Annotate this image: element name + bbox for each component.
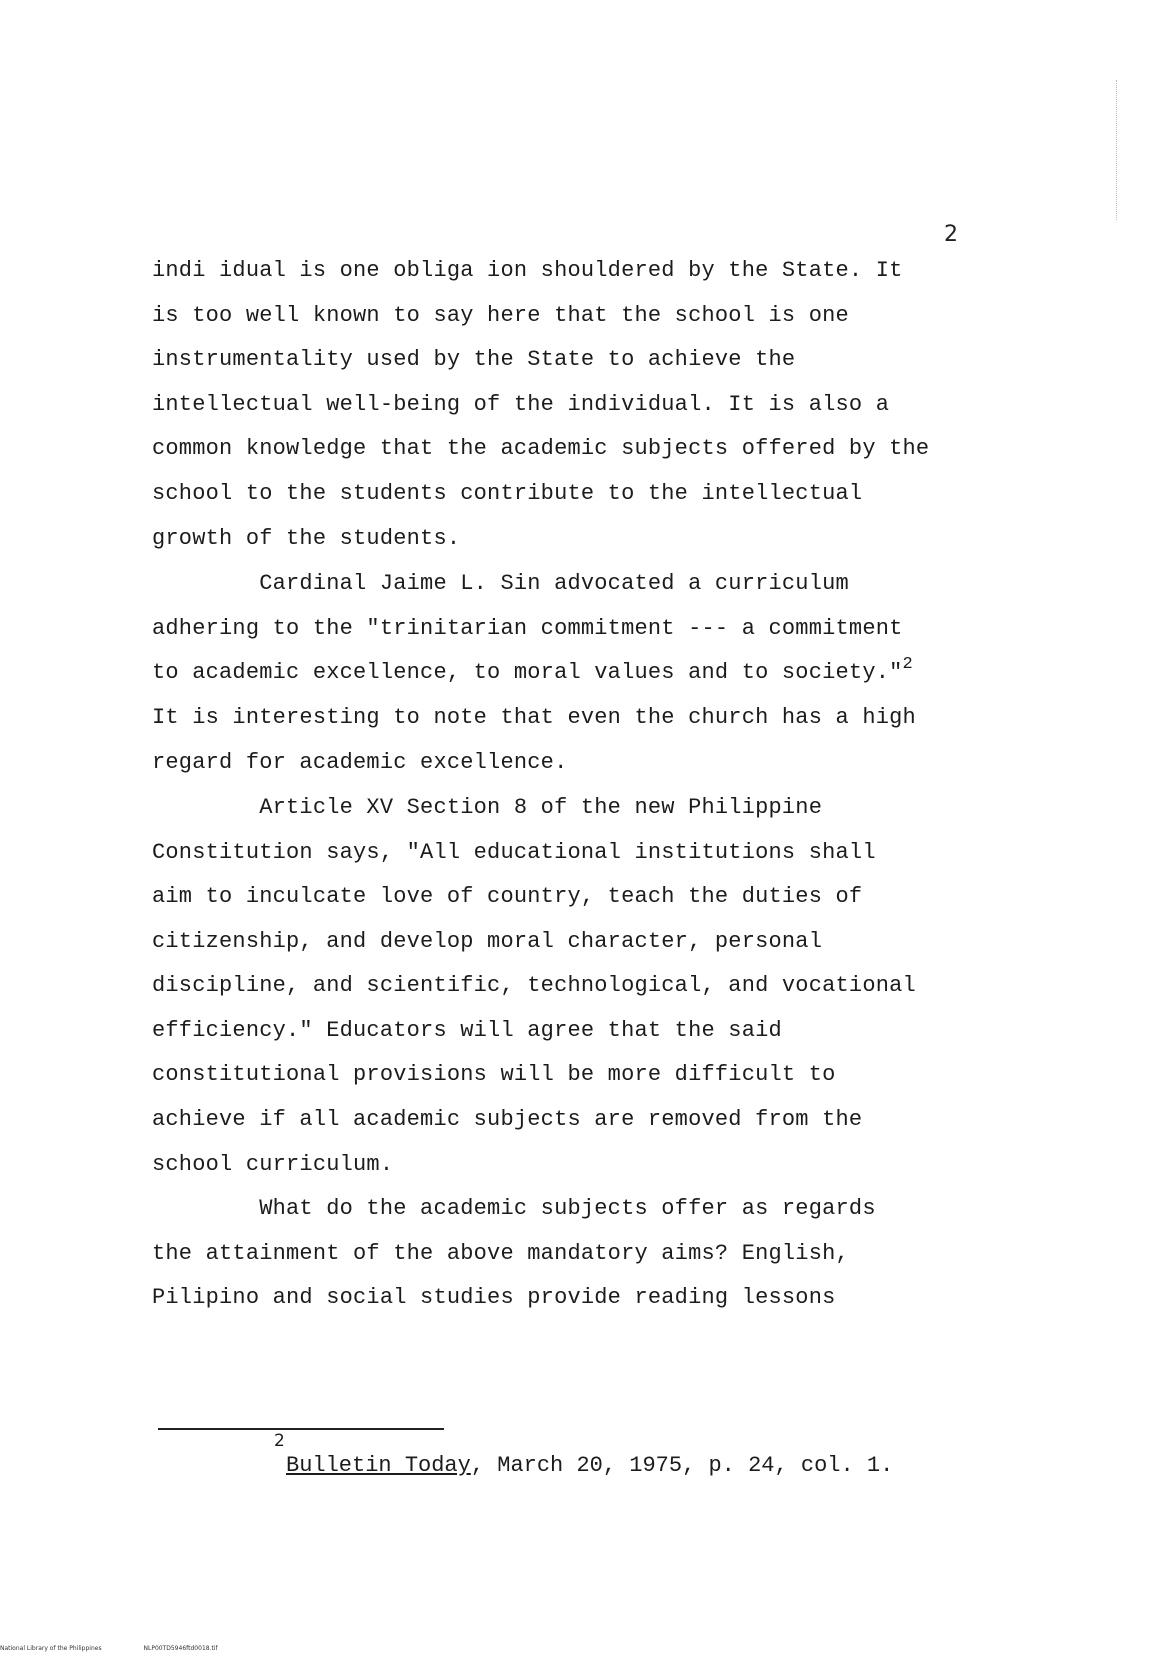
footnote-divider <box>158 1428 444 1430</box>
archive-filename: NLP00TD5946ftd0018.tif <box>143 1645 218 1652</box>
text-line: intellectual well-being of the individual. It is also a <box>152 392 890 417</box>
text-line: adhering to the "trinitarian commitment --- a commitment <box>152 616 903 641</box>
text-line: school curriculum. <box>152 1152 394 1177</box>
text-line: aim to inculcate love of country, teach the duties of <box>152 884 863 909</box>
text-line: indi idual is one obliga ion shouldered by the State. It <box>152 258 903 283</box>
text-line: Constitution says, "All educational institutions shall <box>152 840 876 865</box>
footnote <box>286 1453 893 1479</box>
text-line: efficiency." Educators will agree that the said <box>152 1018 782 1043</box>
text-line: the attainment of the above mandatory aims? English, <box>152 1241 849 1266</box>
text-line: growth of the students. <box>152 526 461 551</box>
text-line: citizenship, and develop moral character, personal <box>152 929 823 954</box>
archive-institution: National Library of the Philippines <box>0 1645 102 1652</box>
text-line: discipline, and scientific, technological, and vocational <box>152 973 916 998</box>
page-number: 2 <box>944 222 958 247</box>
text-line-with-footnote-ref <box>152 655 913 688</box>
archive-strip <box>0 1645 258 1652</box>
text-line: Pilipino and social studies provide reading lessons <box>152 1285 836 1310</box>
text-line: Article XV Section 8 of the new Philippine <box>152 795 823 820</box>
footnote-reference: 2 <box>902 655 913 674</box>
text-line: regard for academic excellence. <box>152 750 568 775</box>
text-line: Cardinal Jaime L. Sin advocated a curriculum <box>152 571 849 596</box>
text-line: It is interesting to note that even the church has a high <box>152 705 916 730</box>
footnote-source-title: Bulletin Today <box>286 1453 471 1478</box>
text-line: school to the students contribute to the intellectual <box>152 481 863 506</box>
text-line: instrumentality used by the State to achieve the <box>152 347 796 372</box>
scan-edge-mark <box>1116 80 1118 220</box>
footnote-citation: , March 20, 1975, p. 24, col. 1. <box>470 1453 894 1478</box>
text-line: achieve if all academic subjects are removed from the <box>152 1107 863 1132</box>
footnote-marker: 2 <box>274 1431 285 1451</box>
text-line: is too well known to say here that the school is one <box>152 303 849 328</box>
text-line: to academic excellence, to moral values and to society." <box>152 660 903 685</box>
text-line: common knowledge that the academic subjects offered by the <box>152 436 930 461</box>
text-line: What do the academic subjects offer as regards <box>152 1196 876 1221</box>
text-line: constitutional provisions will be more difficult to <box>152 1062 836 1087</box>
